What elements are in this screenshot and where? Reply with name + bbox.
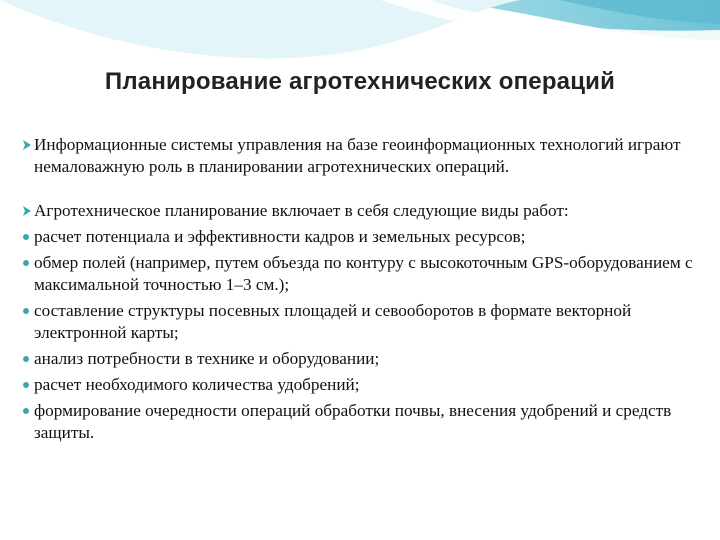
- list-item: [22, 348, 712, 370]
- list-item-text: расчет потенциала и эффективности кадров и земельных ресурсов;: [34, 227, 526, 246]
- list-item-text: анализ потребности в технике и оборудовании;: [34, 349, 380, 368]
- arrow-bullet-icon: [22, 200, 34, 222]
- arrow-bullet-icon: [22, 134, 34, 156]
- list-item: [22, 374, 712, 396]
- lead-text: Агротехническое планирование включает в себя следующие виды работ:: [34, 201, 569, 220]
- dot-bullet-icon: [23, 234, 29, 240]
- list-item-text: составление структуры посевных площадей и севооборотов в формате векторной электронной карты;: [34, 301, 632, 342]
- list-item: [22, 400, 712, 444]
- slide-body: [22, 134, 712, 444]
- dot-bullet-icon: [23, 308, 29, 314]
- header-wave-decoration: [0, 0, 720, 120]
- dot-bullet-icon: [23, 356, 29, 362]
- intro-paragraph: [22, 134, 712, 178]
- list-item-text: формирование очередности операций обработки почвы, внесения удобрений и средств защиты.: [34, 401, 672, 442]
- dot-bullet-icon: [23, 382, 29, 388]
- list-item-text: обмер полей (например, путем объезда по контуру с высокоточным GPS-оборудованием с максимальной точностью 1–3 см.);: [34, 253, 693, 294]
- slide-title: Планирование агротехнических операций: [104, 68, 616, 95]
- list-item: [22, 226, 712, 248]
- list-item: [22, 252, 712, 296]
- dot-bullet-icon: [23, 408, 29, 414]
- dot-bullet-icon: [23, 260, 29, 266]
- intro-text: Информационные системы управления на базе геоинформационных технологий играют немаловажную роль в планировании агротехнических операций.: [34, 135, 681, 176]
- list-item-text: расчет необходимого количества удобрений;: [34, 375, 360, 394]
- list-item: [22, 300, 712, 344]
- lead-paragraph: [22, 200, 712, 222]
